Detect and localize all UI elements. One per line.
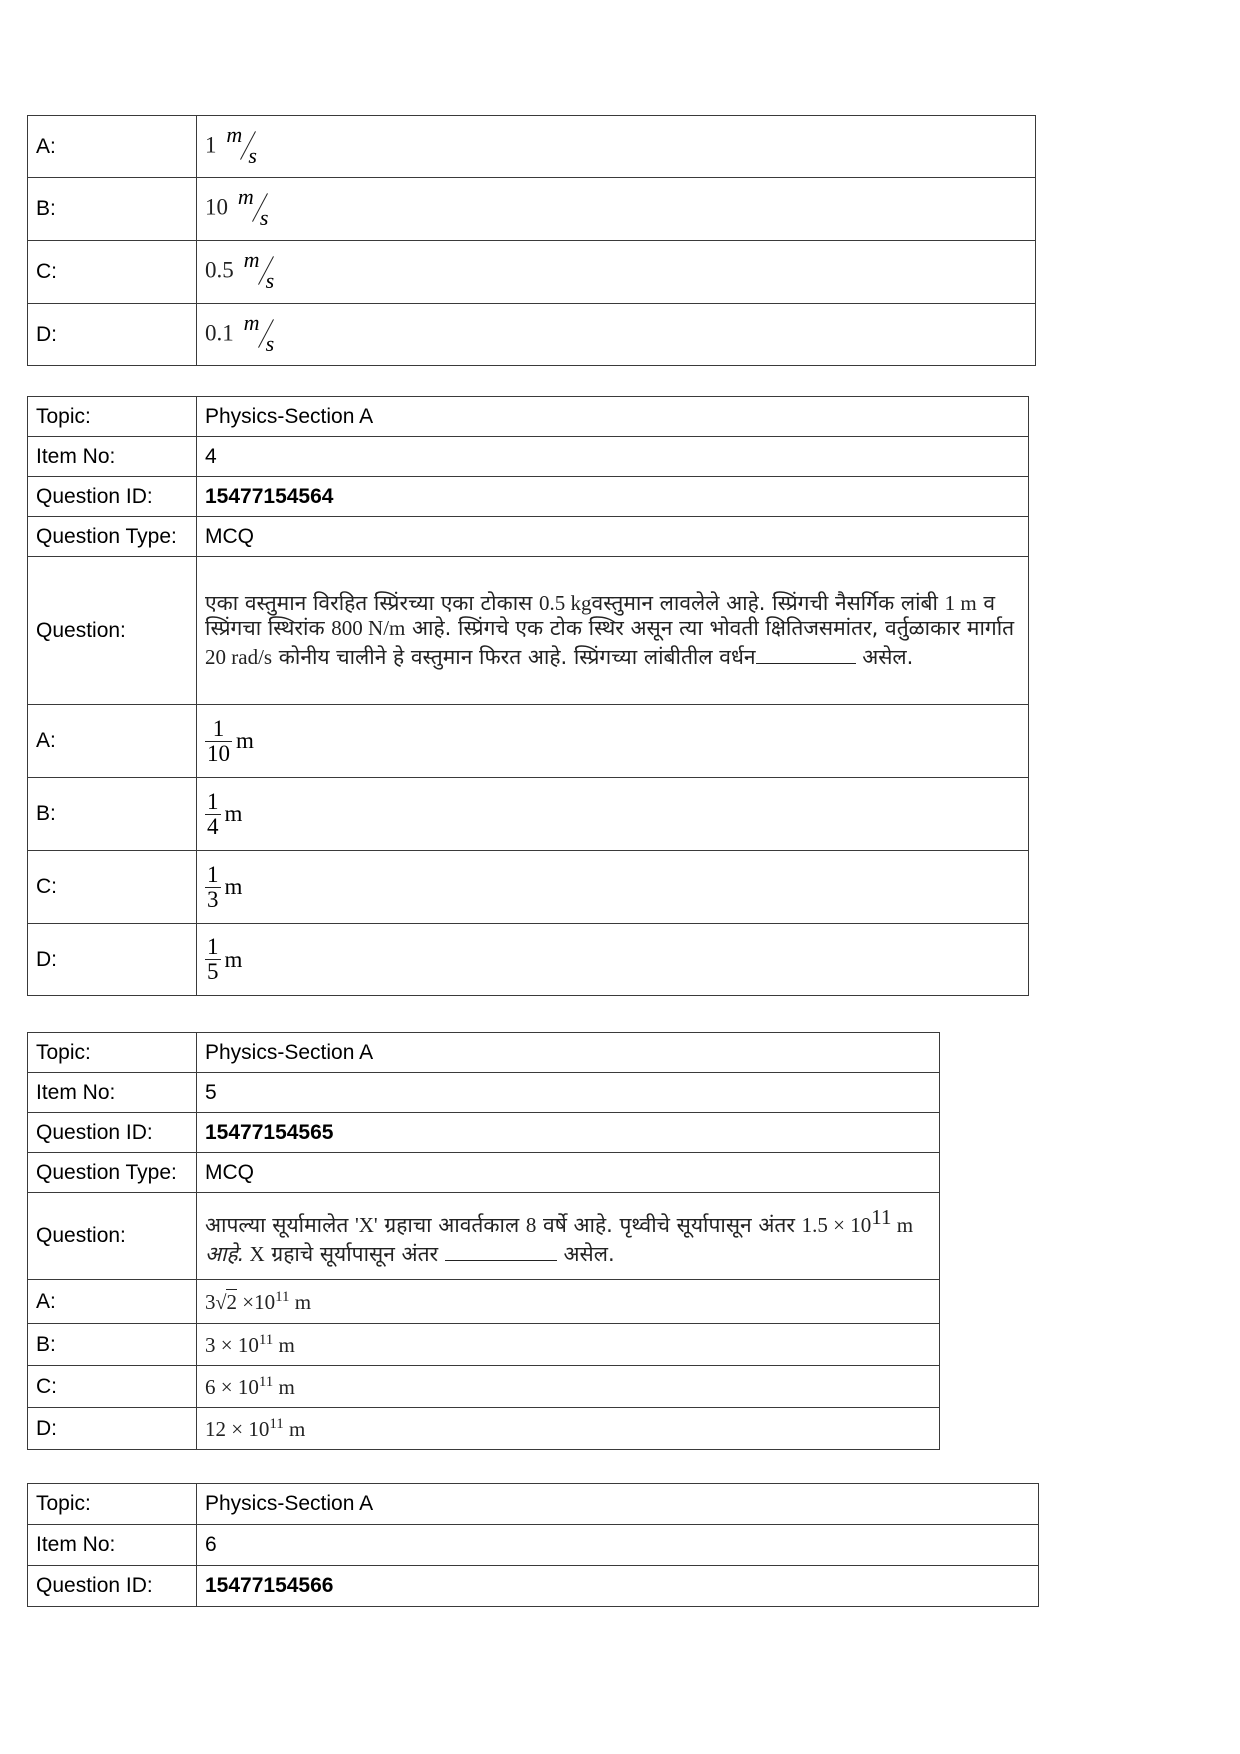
- option-label: D:: [28, 304, 197, 366]
- option-b-answer[interactable]: $3 \times 10^{11}$ m: [197, 1324, 940, 1366]
- question-label: Question:: [28, 1193, 197, 1280]
- option-label: B:: [28, 1324, 197, 1366]
- question-id-row: [28, 1113, 940, 1153]
- option-value: 0.1: [205, 320, 234, 346]
- option-value: 1: [205, 132, 217, 158]
- option-c-answer[interactable]: $6 \times 10^{11}$ m: [197, 1366, 940, 1408]
- option-label: D:: [28, 1408, 197, 1450]
- question-id-label: Question ID:: [28, 477, 197, 517]
- option-row-a: [28, 116, 1036, 178]
- option-b-answer[interactable]: [197, 178, 1036, 241]
- unit-m-per-s: m s: [237, 184, 269, 230]
- item-no-row: [28, 1525, 1039, 1566]
- option-label: C:: [28, 241, 197, 304]
- item-no-value: 5: [197, 1073, 940, 1113]
- item-no-label: Item No:: [28, 1073, 197, 1113]
- question-type-value: MCQ: [197, 1153, 940, 1193]
- option-label: C:: [28, 1366, 197, 1408]
- question-type-value: MCQ: [197, 517, 1029, 557]
- option-row-c: [28, 851, 1029, 924]
- option-label: C:: [28, 851, 197, 924]
- question-row: [28, 1193, 940, 1280]
- fraction: $\frac{1}{4}$: [207, 788, 219, 839]
- question-id-value: 15477154565: [197, 1113, 940, 1153]
- question-text: एका वस्तुमान विरहित स्प्रिंरच्या एका टोकास 0.5 kgवस्तुमान लावलेले आहे. स्प्रिंगची नैसर्गिक लांबी 1 m व स्प्रिंगचा स्थिरांक 800 N/m आहे. स्प्रिंगचे एक टोक स्थिर असून त्या भोवती क्षितिजसमांतर, वर्तुळाकार मार्गात 20 rad/s कोनीय चालीने हे वस्तुमान फिरत आहे. स्प्रिंगच्या लांबीतील वर्धन असेल.: [197, 557, 1029, 705]
- question-id-value: 15477154566: [197, 1566, 1039, 1607]
- unit-m-per-s: m s: [243, 309, 275, 356]
- answer-blank: [445, 1238, 557, 1261]
- option-label: B:: [28, 178, 197, 241]
- fraction: $\frac{1}{10}$: [207, 715, 230, 766]
- question-text: आपल्या सूर्यामालेत 'X' ग्रहाचा आवर्तकाल 8 वर्षे आहे. पृथ्वीचे सूर्यापासून अंतर $1.5 \times 10^{11}$ m आहे. X ग्रहाचे सूर्यापासून अंतर असेल.: [197, 1193, 940, 1280]
- question-type-row: [28, 517, 1029, 557]
- option-d-answer[interactable]: $\frac{1}{5}$ m: [197, 924, 1029, 996]
- topic-row: [28, 397, 1029, 437]
- q4-table: [27, 396, 1029, 996]
- fraction: $\frac{1}{3}$: [207, 861, 219, 912]
- option-d-answer[interactable]: $12 \times 10^{11}$ m: [197, 1408, 940, 1450]
- option-row-b: [28, 178, 1036, 241]
- option-row-d: [28, 304, 1036, 366]
- option-label: A:: [28, 1280, 197, 1324]
- item-no-label: Item No:: [28, 437, 197, 477]
- option-a-answer[interactable]: $3√2 \times 10^{11}$ m: [197, 1280, 940, 1324]
- option-label: A:: [28, 705, 197, 778]
- question-id-value: 15477154564: [197, 477, 1029, 517]
- option-a-answer[interactable]: [197, 116, 1036, 178]
- option-value: 10: [205, 194, 228, 220]
- option-value: 0.5: [205, 257, 234, 283]
- unit-m-per-s: m s: [243, 247, 275, 293]
- q3-options-table: [27, 115, 1036, 366]
- option-b-answer[interactable]: $\frac{1}{4}$ m: [197, 778, 1029, 851]
- option-row-c: [28, 241, 1036, 304]
- question-id-row: [28, 1566, 1039, 1607]
- q5-table: [27, 1032, 940, 1450]
- option-row-a: [28, 705, 1029, 778]
- topic-value: Physics-Section A: [197, 1484, 1039, 1525]
- topic-label: Topic:: [28, 1033, 197, 1073]
- option-row-c: [28, 1366, 940, 1408]
- topic-row: [28, 1033, 940, 1073]
- question-type-label: Question Type:: [28, 517, 197, 557]
- topic-value: Physics-Section A: [197, 397, 1029, 437]
- question-id-row: [28, 477, 1029, 517]
- topic-row: [28, 1484, 1039, 1525]
- item-no-row: [28, 1073, 940, 1113]
- item-no-value: 4: [197, 437, 1029, 477]
- question-id-label: Question ID:: [28, 1113, 197, 1153]
- item-no-row: [28, 437, 1029, 477]
- unit-m-per-s: m s: [226, 121, 257, 168]
- topic-label: Topic:: [28, 1484, 197, 1525]
- option-c-answer[interactable]: $\frac{1}{3}$ m: [197, 851, 1029, 924]
- question-id-label: Question ID:: [28, 1566, 197, 1607]
- question-label: Question:: [28, 557, 197, 705]
- fraction: $\frac{1}{5}$: [207, 934, 219, 984]
- item-no-value: 6: [197, 1525, 1039, 1566]
- topic-label: Topic:: [28, 397, 197, 437]
- topic-value: Physics-Section A: [197, 1033, 940, 1073]
- item-no-label: Item No:: [28, 1525, 197, 1566]
- q6-table: [27, 1483, 1039, 1607]
- option-label: A:: [28, 116, 197, 178]
- option-a-answer[interactable]: $\frac{1}{10}$ m: [197, 705, 1029, 778]
- option-label: D:: [28, 924, 197, 996]
- option-d-answer[interactable]: [197, 304, 1036, 366]
- question-row: [28, 557, 1029, 705]
- option-row-a: [28, 1280, 940, 1324]
- option-c-answer[interactable]: [197, 241, 1036, 304]
- option-row-d: [28, 1408, 940, 1450]
- option-row-d: [28, 924, 1029, 996]
- option-row-b: [28, 778, 1029, 851]
- option-label: B:: [28, 778, 197, 851]
- question-type-label: Question Type:: [28, 1153, 197, 1193]
- question-type-row: [28, 1153, 940, 1193]
- option-row-b: [28, 1324, 940, 1366]
- answer-blank: [756, 641, 856, 664]
